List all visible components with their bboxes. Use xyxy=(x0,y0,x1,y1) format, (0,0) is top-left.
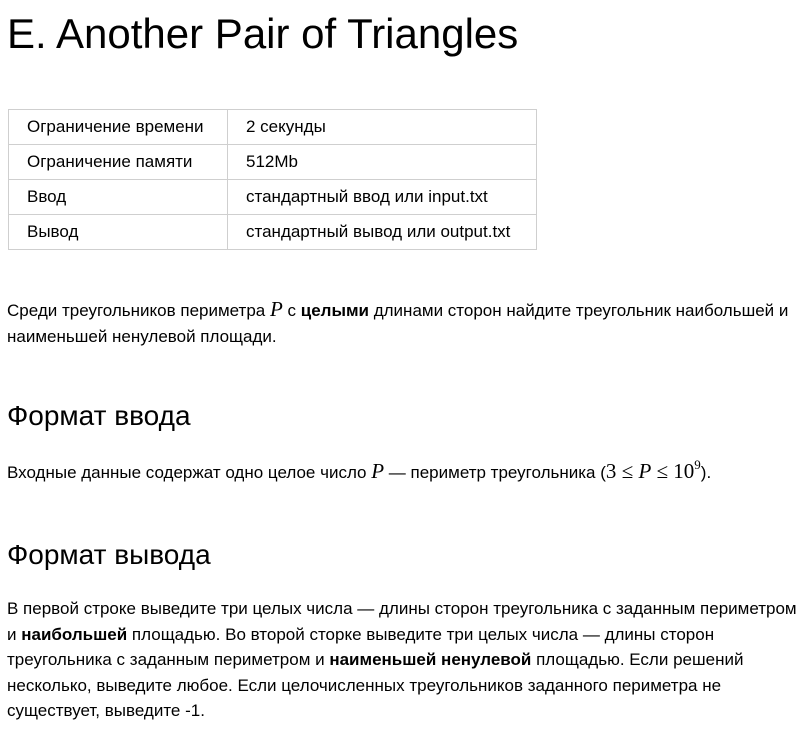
input-format-heading: Формат ввода xyxy=(7,400,191,431)
limit-value: 512Mb xyxy=(228,145,537,180)
output-format-heading: Формат вывода xyxy=(7,539,211,570)
output-part: площадью. Если решений несколько, выведите любое. Если целочисленных треугольников заданного периметра не существует, выведите -1. xyxy=(7,650,744,720)
limit-value: 2 секунды xyxy=(228,110,537,145)
output-part: площадью. Во второй сторке выведите три целых числа — длины сторон треугольника с заданным периметром и xyxy=(7,624,715,669)
statement-part: с xyxy=(282,301,301,320)
limit-value: стандартный ввод или input.txt xyxy=(228,180,537,215)
math-constraint xyxy=(606,459,701,483)
statement-part: Среди треугольников периметра xyxy=(7,301,270,320)
limit-key: Ограничение времени xyxy=(9,110,228,145)
limit-key: Вывод xyxy=(9,215,228,250)
input-format-text xyxy=(7,459,797,486)
math-base: 10 xyxy=(673,459,695,483)
limit-value: стандартный вывод или output.txt xyxy=(228,215,537,250)
problem-title: E. Another Pair of Triangles xyxy=(7,10,519,57)
output-part: В первой строке выведите три целых числа — длины сторон треугольника с заданным периметром и xyxy=(7,599,797,644)
table-row xyxy=(9,145,537,180)
math-variable: P xyxy=(269,297,283,321)
table-row xyxy=(9,215,537,250)
math-exponent: 9 xyxy=(694,457,701,472)
statement-bold: целыми xyxy=(300,301,369,320)
output-bold: наименьшей ненулевой xyxy=(329,650,532,669)
output-bold: наибольшей xyxy=(21,624,128,644)
input-part: ). xyxy=(700,463,712,482)
input-part: Входные данные содержат одно целое число xyxy=(7,463,372,482)
math-lower: 3 xyxy=(605,459,617,483)
limits-table xyxy=(8,109,537,250)
table-row xyxy=(9,180,537,215)
math-variable: P xyxy=(638,459,652,483)
statement-text xyxy=(7,297,797,349)
math-le: ≤ xyxy=(651,459,674,483)
output-format-text xyxy=(7,596,797,724)
math-le: ≤ xyxy=(616,459,639,483)
statement-part: длинами сторон найдите треугольник наибольшей и наименьшей ненулевой площади. xyxy=(7,301,789,346)
table-row xyxy=(9,110,537,145)
input-part: — периметр треугольника ( xyxy=(384,463,606,482)
limit-key: Ввод xyxy=(9,180,228,215)
limit-key: Ограничение памяти xyxy=(9,145,228,180)
math-variable: P xyxy=(371,459,385,483)
